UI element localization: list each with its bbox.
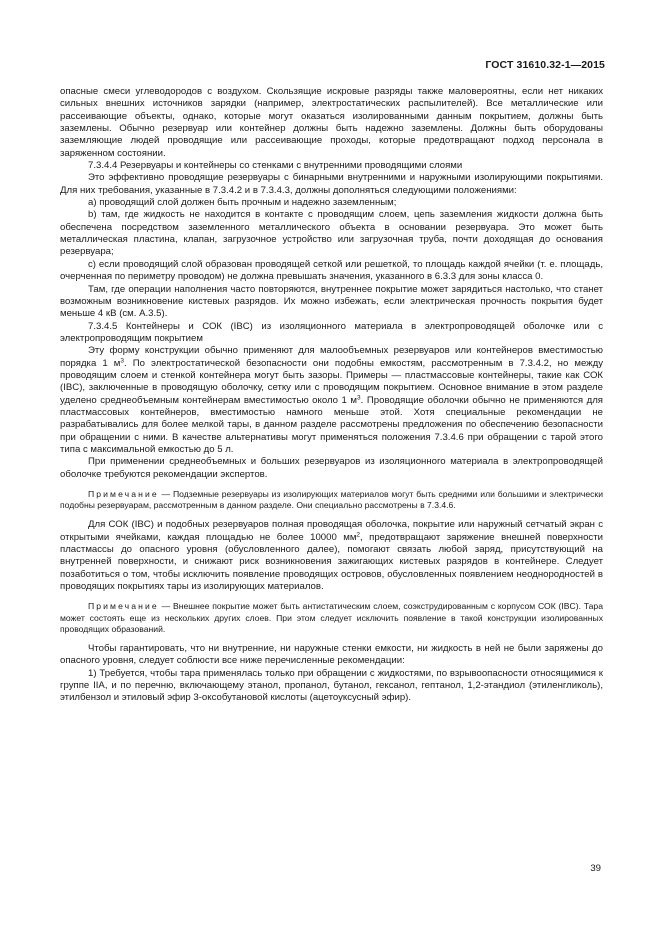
paragraph: Там, где операции наполнения часто повторяются, внутреннее покрытие может зарядиться настолько, что станет возможным возникновение кистевых разрядов. Их можно избежать, если электрическая прочность покрытия будет меньше 4 кВ (см. А.3.5).: [60, 283, 603, 320]
paragraph: опасные смеси углеводородов с воздухом. Скользящие искровые разряды также маловероятны, если нет никаких сильных внешних источников зарядки (например, электростатических распылителей). Все металлические или рассеивающие объекты, однако, которые могут оказаться изолированными данным покрытием, должны быть заземлены. Обычно резервуар или контейнер должны быть надежно заземлены. Должны быть оборудованы заземляющие людей проводящие или рассеивающие проходы, которые предотвращают подход персонала в заряженном состоянии.: [60, 86, 603, 159]
page-number: 39: [590, 863, 601, 874]
list-item-c: c) если проводящий слой образован проводящей сеткой или решеткой, то площадь каждой ячейки (т. е. площадь, очерченная по периметру проводом) не должна превышать значения, указанного в 6.3.3 для зоны класса 0.: [60, 258, 603, 283]
page-body: [60, 86, 603, 705]
list-item-b: b) там, где жидкость не находится в контакте с проводящим слоем, цепь заземления жидкости должна быть обеспечена посредством заземленного металлического объекта в основании резервуара. Это может быть металлическая пластина, клапан, загрузочное устройство или загрузочная труба, почти доходящая до основания резервуара;: [60, 209, 603, 258]
section-heading-7-3-4-4: 7.3.4.4 Резервуары и контейнеры со стенками с внутренними проводящими слоями: [88, 160, 463, 172]
standard-code-header: ГОСТ 31610.32-1—2015: [485, 59, 605, 71]
paragraph: Чтобы гарантировать, что ни внутренние, ни наружные стенки емкости, ни жидкость в ней не были заряжены до опасного уровня, следует соблюсти все ниже перечисленные рекомендации:: [60, 643, 603, 667]
paragraph: Для СОК (IBC) и подобных резервуаров полная проводящая оболочка, покрытие или наружный сетчатый экран с открытыми ячейками, каждая площадью не более 10000 $мм^2$, предотвращают заряжение внешней поверхности пластмассы до опасного уровня (обусловленного далее), помогают связать любой заряд, присутствующий на внутренней поверхности, и снижают риск возникновения зажигающих кистевых разрядов в контейнере. Следует позаботиться о том, чтобы исключить появление проводящих островов, обусловленных появлением неоднородностей в проводящих покрытиях тары из изолирующих материалов.: [60, 519, 603, 593]
section-heading-7-3-4-5: 7.3.4.5 Контейнеры и СОК (IBC) из изоляционного материала в электропроводящей оболочке или с электропроводящим покрытием: [60, 320, 603, 344]
note: Примечание — Подземные резервуары из изолирующих материалов могут быть средними или большими и электрически подобны резервуарам, рассмотренным в данном разделе. Они специально рассмотрены в 7.3.4.6.: [60, 489, 603, 511]
note: Примечание — Внешнее покрытие может быть антистатическим слоем, соэкструдированным с корпусом СОК (IBC). Тара может состоять еще из нескольких других слоев. При этом следует исключить появление в такой конструкции изолированных проводящих образований.: [60, 601, 603, 634]
note-label: Примечание: [88, 489, 159, 499]
paragraph: При применении среднеобъемных и больших резервуаров из изоляционного материала в электропроводящей оболочке требуются рекомендации экспертов.: [60, 456, 603, 480]
paragraph: Эту форму конструкции обычно применяют для малообъемных резервуаров или контейнеров вместимостью порядка 1 $м^3$. По электростатической безопасности они подобны емкостям, рассмотренным в 7.3.4.2, но между проводящим слоем и стенкой контейнера могут быть зазоры. Примеры — пластмассовые контейнеры, такие как СОК (IBC), заключенные в проводящую оболочку, сетку или с проводящим покрытием. Основное внимание в этом разделе уделено среднеобъемным контейнерам вместимостью около 1 $м^3$. Проводящие оболочки обычно не применяются для пластмассовых контейнеров, вместимостью намного меньше этой. Хотя специальные рекомендации не разрабатывались для более мелкой тары, в данном разделе рассмотрены предложения по обеспечению безопасности при обращении с ними. В качестве альтернативы могут применяться положения 7.3.4.6 при обращении с тарой этого типа с максимальной емкостью до 5 л.: [60, 345, 603, 455]
paragraph: Это эффективно проводящие резервуары с бинарными внутренними и наружными изолирующими покрытиями. Для них требования, указанные в 7.3.4.2 и в 7.3.4.3, должны дополняться следующими положениями:: [60, 172, 603, 196]
note-label: Примечание: [88, 601, 159, 612]
list-item-1: 1) Требуется, чтобы тара применялась только при обращении с жидкостями, по взрывоопасности относящимися к группе IIA, и по перечню, включающему этанол, пропанол, бутанол, гексанол, гептанол, 1,2-этандиол (этиленгликоль), этилбензол и этиловый эфир 3-оксобутановой кислоты (ацетоуксусный эфир).: [60, 667, 603, 704]
list-item-a: a) проводящий слой должен быть прочным и надежно заземленным;: [88, 197, 397, 209]
